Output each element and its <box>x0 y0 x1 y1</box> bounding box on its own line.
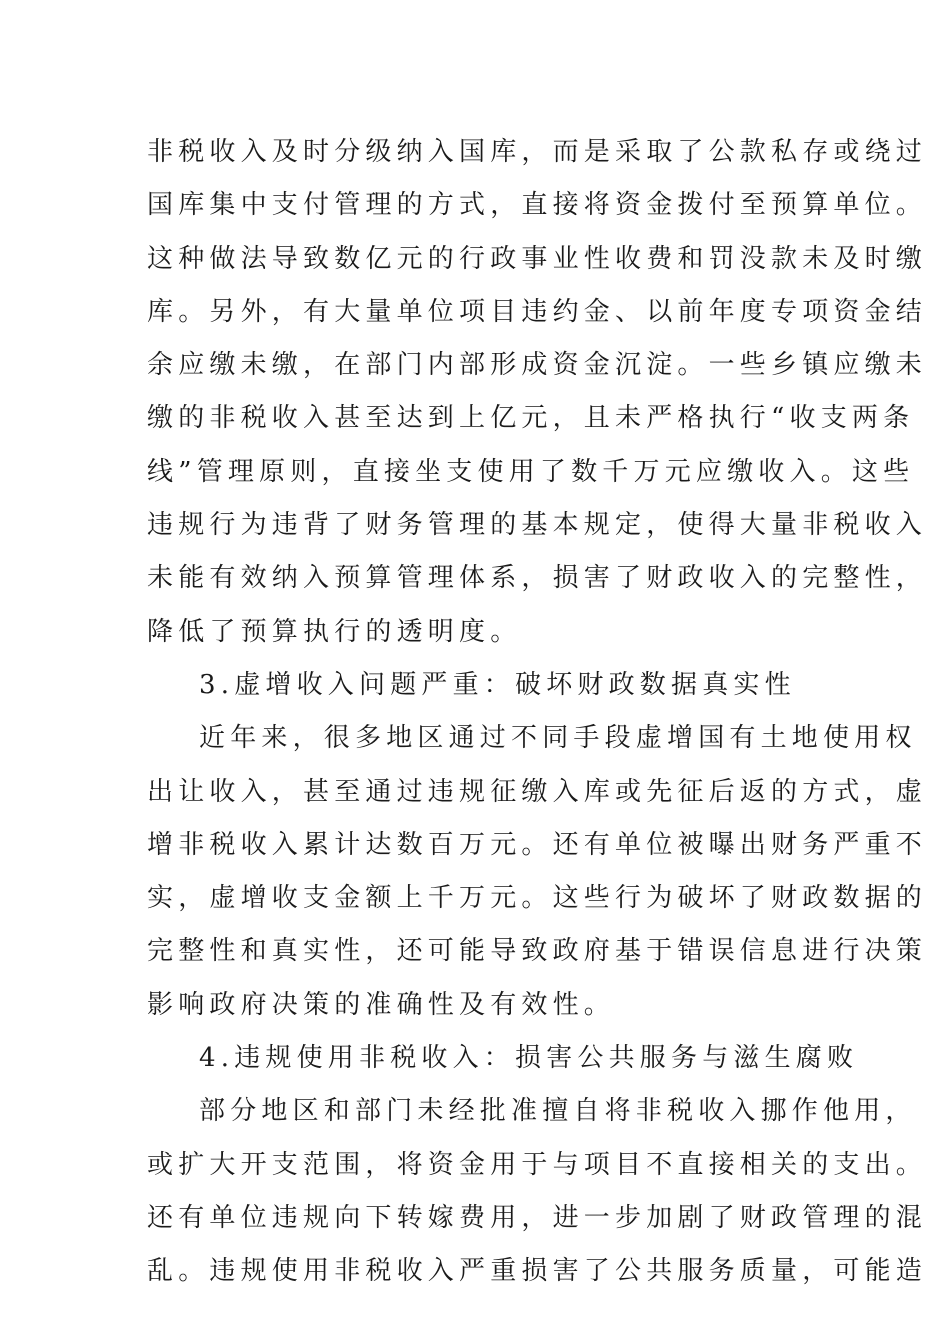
section-heading-3: 3.虚增收入问题严重：破坏财政数据真实性 <box>199 669 796 700</box>
text-line: 余应缴未缴，在部门内部形成资金沉淀。一些乡镇应缴未 <box>147 350 928 381</box>
text-line: 完整性和真实性，还可能导致政府基于错误信息进行决策 <box>147 936 928 967</box>
text-line: 乱。违规使用非税收入严重损害了公共服务质量，可能造 <box>147 1256 928 1287</box>
text-line: 未能有效纳入预算管理体系，损害了财政收入的完整性， <box>147 563 928 594</box>
text-line: 影响政府决策的准确性及有效性。 <box>147 989 616 1020</box>
text-line: 实，虚增收支金额上千万元。这些行为破坏了财政数据的 <box>147 883 928 914</box>
paragraph-start: 部分地区和部门未经批准擅自将非税收入挪作他用， <box>199 1096 917 1127</box>
text-line: 缴的非税收入甚至达到上亿元，且未严格执行“收支两条 <box>147 403 915 434</box>
paragraph-start: 近年来，很多地区通过不同手段虚增国有土地使用权 <box>199 723 917 754</box>
text-line: 这种做法导致数亿元的行政事业性收费和罚没款未及时缴 <box>147 243 928 274</box>
section-heading-4: 4.违规使用非税收入：损害公共服务与滋生腐败 <box>199 1043 859 1074</box>
text-line: 库。另外，有大量单位项目违约金、以前年度专项资金结 <box>147 296 928 327</box>
text-line: 还有单位违规向下转嫁费用，进一步加剧了财政管理的混 <box>147 1202 928 1233</box>
text-line: 国库集中支付管理的方式，直接将资金拨付至预算单位。 <box>147 190 928 221</box>
text-line: 降低了预算执行的透明度。 <box>147 616 522 647</box>
text-line: 增非税收入累计达数百万元。还有单位被曝出财务严重不 <box>147 829 928 860</box>
text-line: 线”管理原则，直接坐支使用了数千万元应缴收入。这些 <box>147 456 915 487</box>
document-page <box>147 126 928 1299</box>
text-line: 出让收入，甚至通过违规征缴入库或先征后返的方式，虚 <box>147 776 928 807</box>
text-line: 非税收入及时分级纳入国库，而是采取了公款私存或绕过 <box>147 137 928 167</box>
text-line: 违规行为违背了财务管理的基本规定，使得大量非税收入 <box>147 510 928 541</box>
text-line: 或扩大开支范围，将资金用于与项目不直接相关的支出。 <box>147 1149 928 1180</box>
